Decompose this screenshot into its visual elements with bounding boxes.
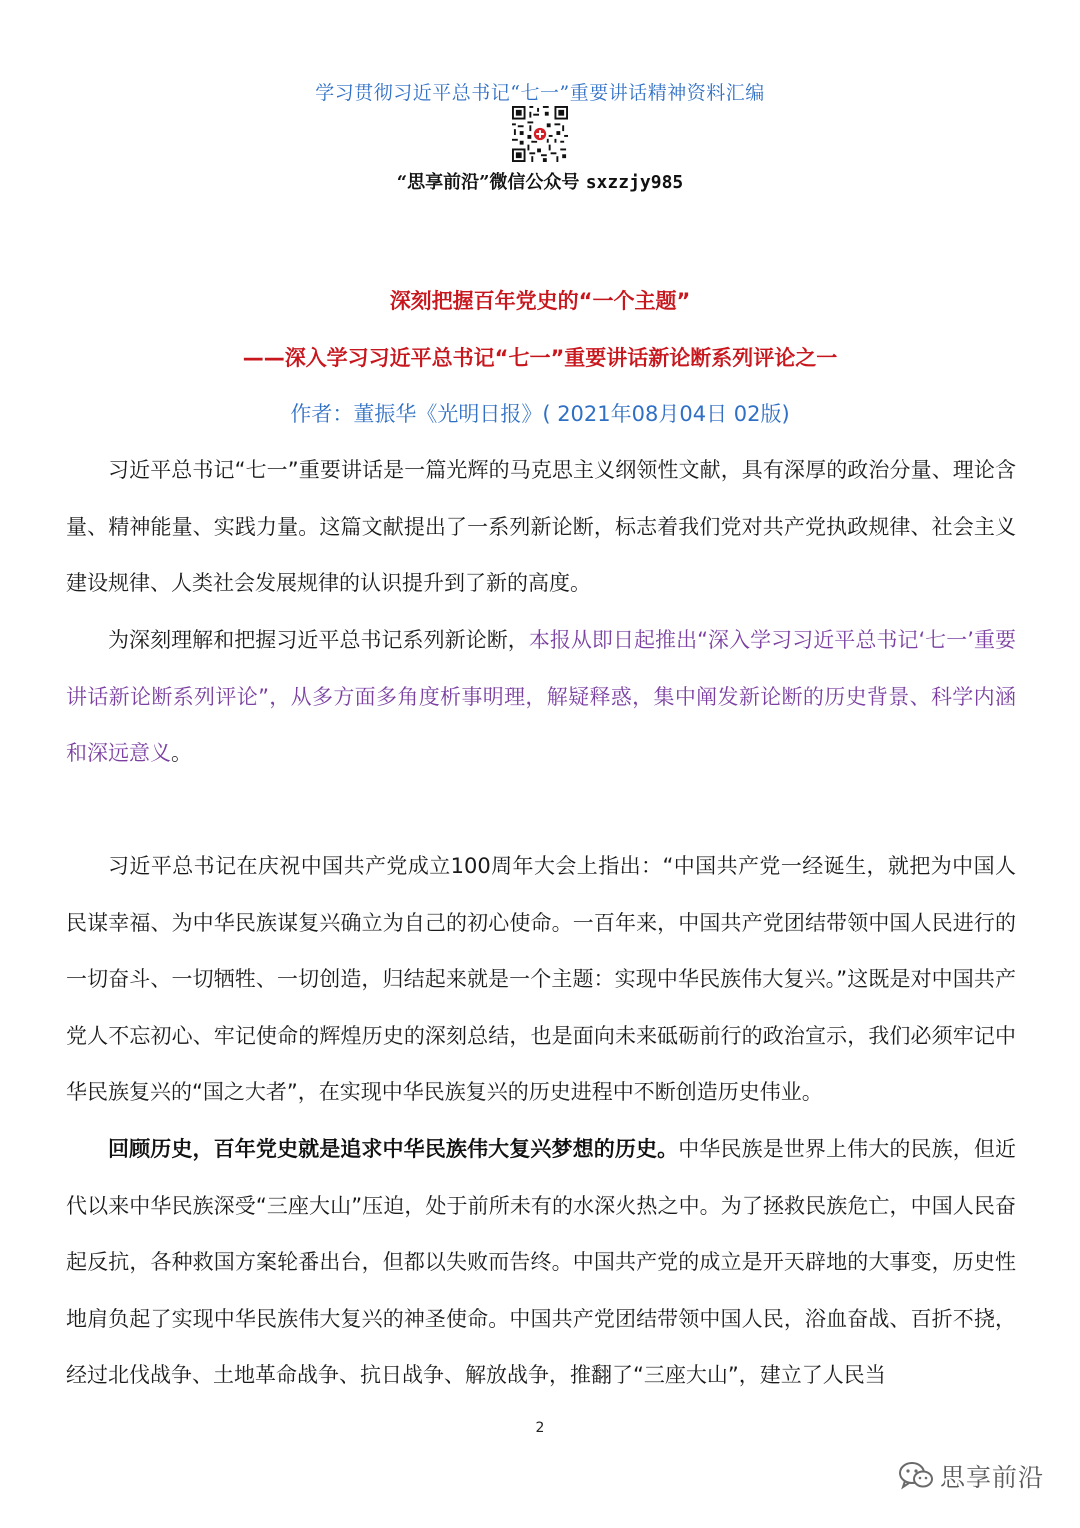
wechat-account-line [0, 168, 1080, 194]
paragraph-2-end: 。 [171, 741, 192, 765]
wechat-account-id: sxzzjy985 [585, 172, 684, 193]
paragraph-2-highlight: 本报从即日起推出“深入学习习近平总书记‘七一’重要讲话新论断系列评论”，从多方面多角度析事明理，解疑释惑，集中阐发新论断的历史背景、科学内涵和深远意义 [66, 628, 1017, 765]
qr-code-icon [512, 106, 568, 162]
page-number: 2 [535, 1420, 545, 1436]
article-subtitle: ——深入学习习近平总书记“七一”重要讲话新论断系列评论之一 [242, 346, 838, 370]
watermark [898, 1456, 1044, 1496]
paragraph-3: 习近平总书记在庆祝中国共产党成立100周年大会上指出：“中国共产党一经诞生，就把为中国人民谋幸福、为中华民族谋复兴确立为自己的初心使命。一百年来，中国共产党团结带领中国人民进行的一切奋斗、一切牺牲、一切创造，归结起来就是一个主题：实现中华民族伟大复兴。”这既是对中国共产党人不忘初心、牢记使命的辉煌历史的深刻总结，也是面向未来砥砺前行的政治宣示，我们必须牢记中华民族复兴的“国之大者”，在实现中华民族复兴的历史进程中不断创造历史伟业。 [66, 854, 1016, 1104]
article-byline: 作者：董振华《光明日报》( 2021年08月04日 02版) [290, 402, 790, 426]
paragraph-2-lead: 为深刻理解和把握习近平总书记系列新论断， [108, 628, 529, 652]
watermark-text: 思享前沿 [940, 1463, 1045, 1492]
article-title: 深刻把握百年党史的“一个主题” [389, 289, 691, 313]
paragraph-1: 习近平总书记“七一”重要讲话是一篇光辉的马克思主义纲领性文献，具有深厚的政治分量、理论含量、精神能量、实践力量。这篇文献提出了一系列新论断，标志着我们党对共产党执政规律、社会主义建设规律、人类社会发展规律的认识提升到了新的高度。 [66, 458, 1016, 595]
collection-header-title: 学习贯彻习近平总书记“七一”重要讲话精神资料汇编 [315, 82, 765, 104]
wechat-label: “思享前沿”微信公众号 [396, 172, 580, 193]
paragraph-4-body: 中华民族是世界上伟大的民族，但近代以来中华民族深受“三座大山”压迫，处于前所未有的水深火热之中。为了拯救民族危亡，中国人民奋起反抗，各种救国方案轮番出台，但都以失败而告终。中国共产党的成立是开天辟地的大事变，历史性地肩负起了实现中华民族伟大复兴的神圣使命。中国共产党团结带领中国人民，浴血奋战、百折不挠，经过北伐战争、土地革命战争、抗日战争、解放战争，推翻了“三座大山”，建立了人民当 [66, 1137, 1017, 1387]
paragraph-4-bold-lead: 回顾历史，百年党史就是追求中华民族伟大复兴梦想的历史。 [108, 1137, 679, 1161]
paragraph-2 [66, 612, 1016, 782]
paragraph-4 [66, 1121, 1016, 1404]
wechat-icon [898, 1461, 934, 1491]
